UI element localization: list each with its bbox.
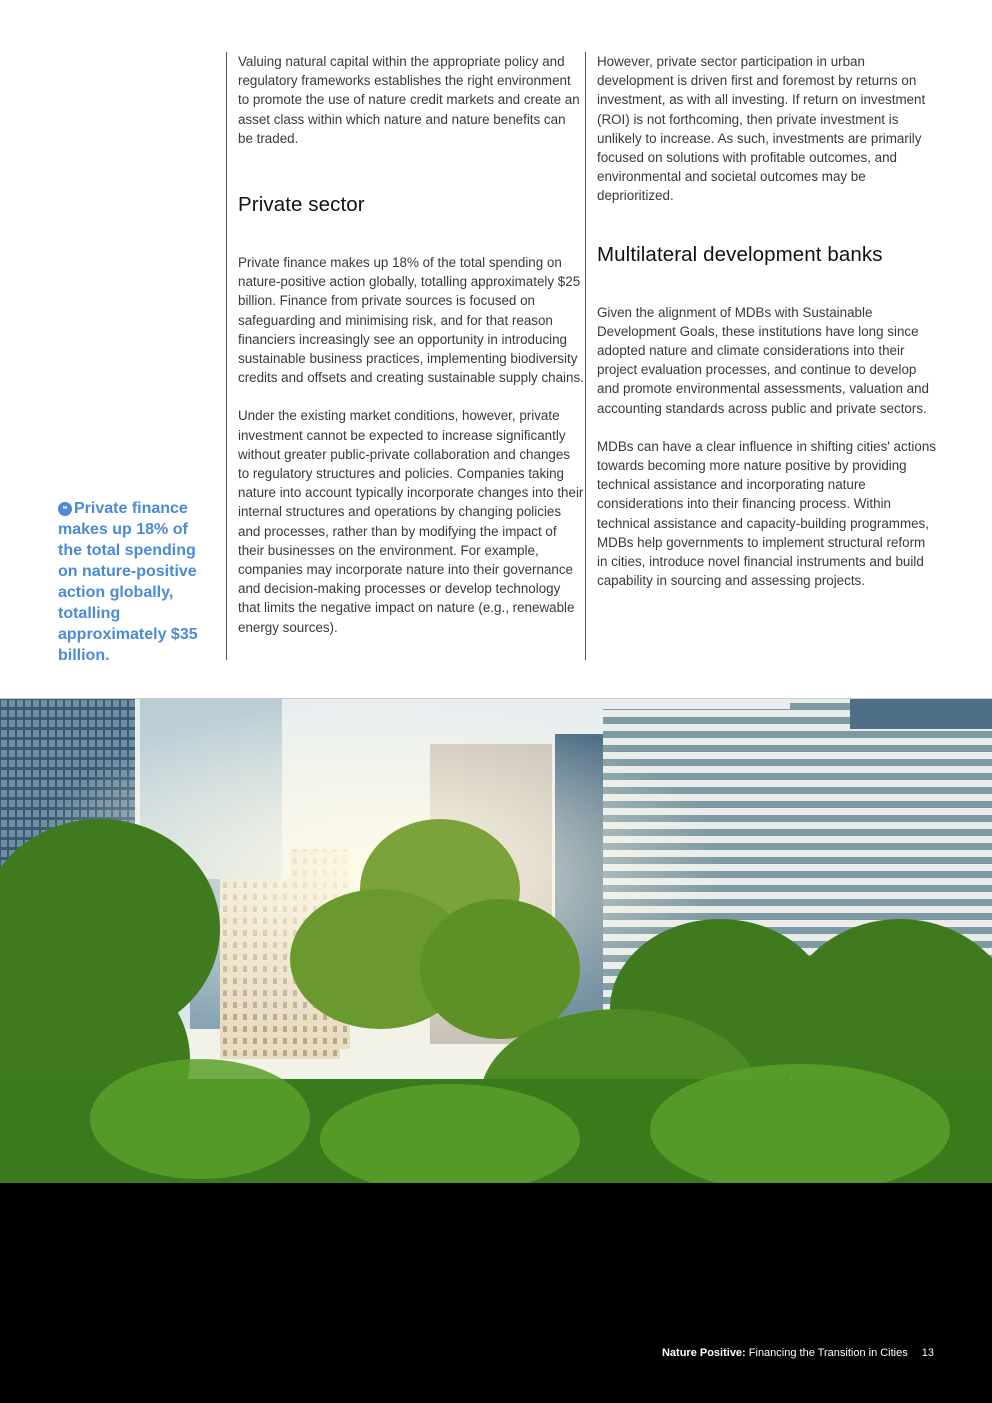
private-sector-paragraph-2: Under the existing market conditions, however, private investment cannot be expected to increase significantly without greater public-private collaboration and changes to regulatory structures and policies. Companies taking nature into account typically incorporate changes into their internal structures and operations by changing policies and processes, rather than by modifying the impact of their businesses on the environment. For example, companies may incorporate nature into their governance and decision-making processes or develop technology that limits the negative impact on nature (e.g., renewable energy sources).: [238, 408, 584, 635]
left-column: [226, 52, 584, 660]
mdb-paragraph-1: Given the alignment of MDBs with Sustainable Development Goals, these institutions have long since adopted nature and climate considerations into their project evaluation processes, and continue to develop and promote environmental assessments, valuation and accounting standards across public and private sectors.: [597, 304, 929, 416]
footer-title-bold: Nature Positive:: [661, 1347, 746, 1359]
right-intro-paragraph: However, private sector participation in urban development is driven first and foremost by returns on investment, as with all investing. If return on investment (ROI) is not forthcoming, then private investment is unlikely to increase. As such, investments are primarily focused on solutions with profitable outcomes, and environmental and societal outcomes may be deprioritized.: [597, 54, 926, 204]
city-skyline-illustration: [0, 699, 992, 1185]
left-intro-paragraph: Valuing natural capital within the appropriate policy and regulatory frameworks establishes the right environment to promote the use of nature credit markets and create an asset class within which nature and nature benefits can be traded.: [238, 54, 580, 146]
mdb-paragraph-2: MDBs can have a clear influence in shifting cities' actions towards becoming more nature positive by providing technical assistance and incorporating nature considerations into their financing process. Within technical assistance and capacity-building programmes, MDBs help governments to implement structural reform in cities, introduce novel financial instruments and build capability in sourcing and assessing projects.: [597, 438, 936, 589]
pull-quote-text: Private finance makes up 18% of the total spending on nature-positive action globally, totalling approximately $35 billion.: [58, 500, 198, 664]
quote-icon: ❝: [58, 502, 72, 516]
right-column: [585, 52, 937, 660]
page-number: 13: [921, 1347, 934, 1359]
private-sector-paragraph-1: Private finance makes up 18% of the total spending on nature-positive action globally, totalling approximately $25 billion. Finance from private sources is focused on safeguarding and minimising risk, and for that reason financiers increasingly see an opportunity in introducing sustainable business practices, implementing biodiversity credits and offsets and creating sustainable supply chains.: [238, 255, 584, 386]
pull-quote: [58, 498, 208, 666]
footer-band: [0, 1183, 992, 1403]
private-sector-heading: Private sector: [238, 193, 365, 217]
footer-title-rest: Financing the Transition in Cities: [745, 1347, 908, 1359]
city-trees-photo: [0, 698, 992, 1185]
page-footer: [662, 1347, 934, 1359]
mdb-heading: Multilateral development banks: [597, 242, 883, 266]
